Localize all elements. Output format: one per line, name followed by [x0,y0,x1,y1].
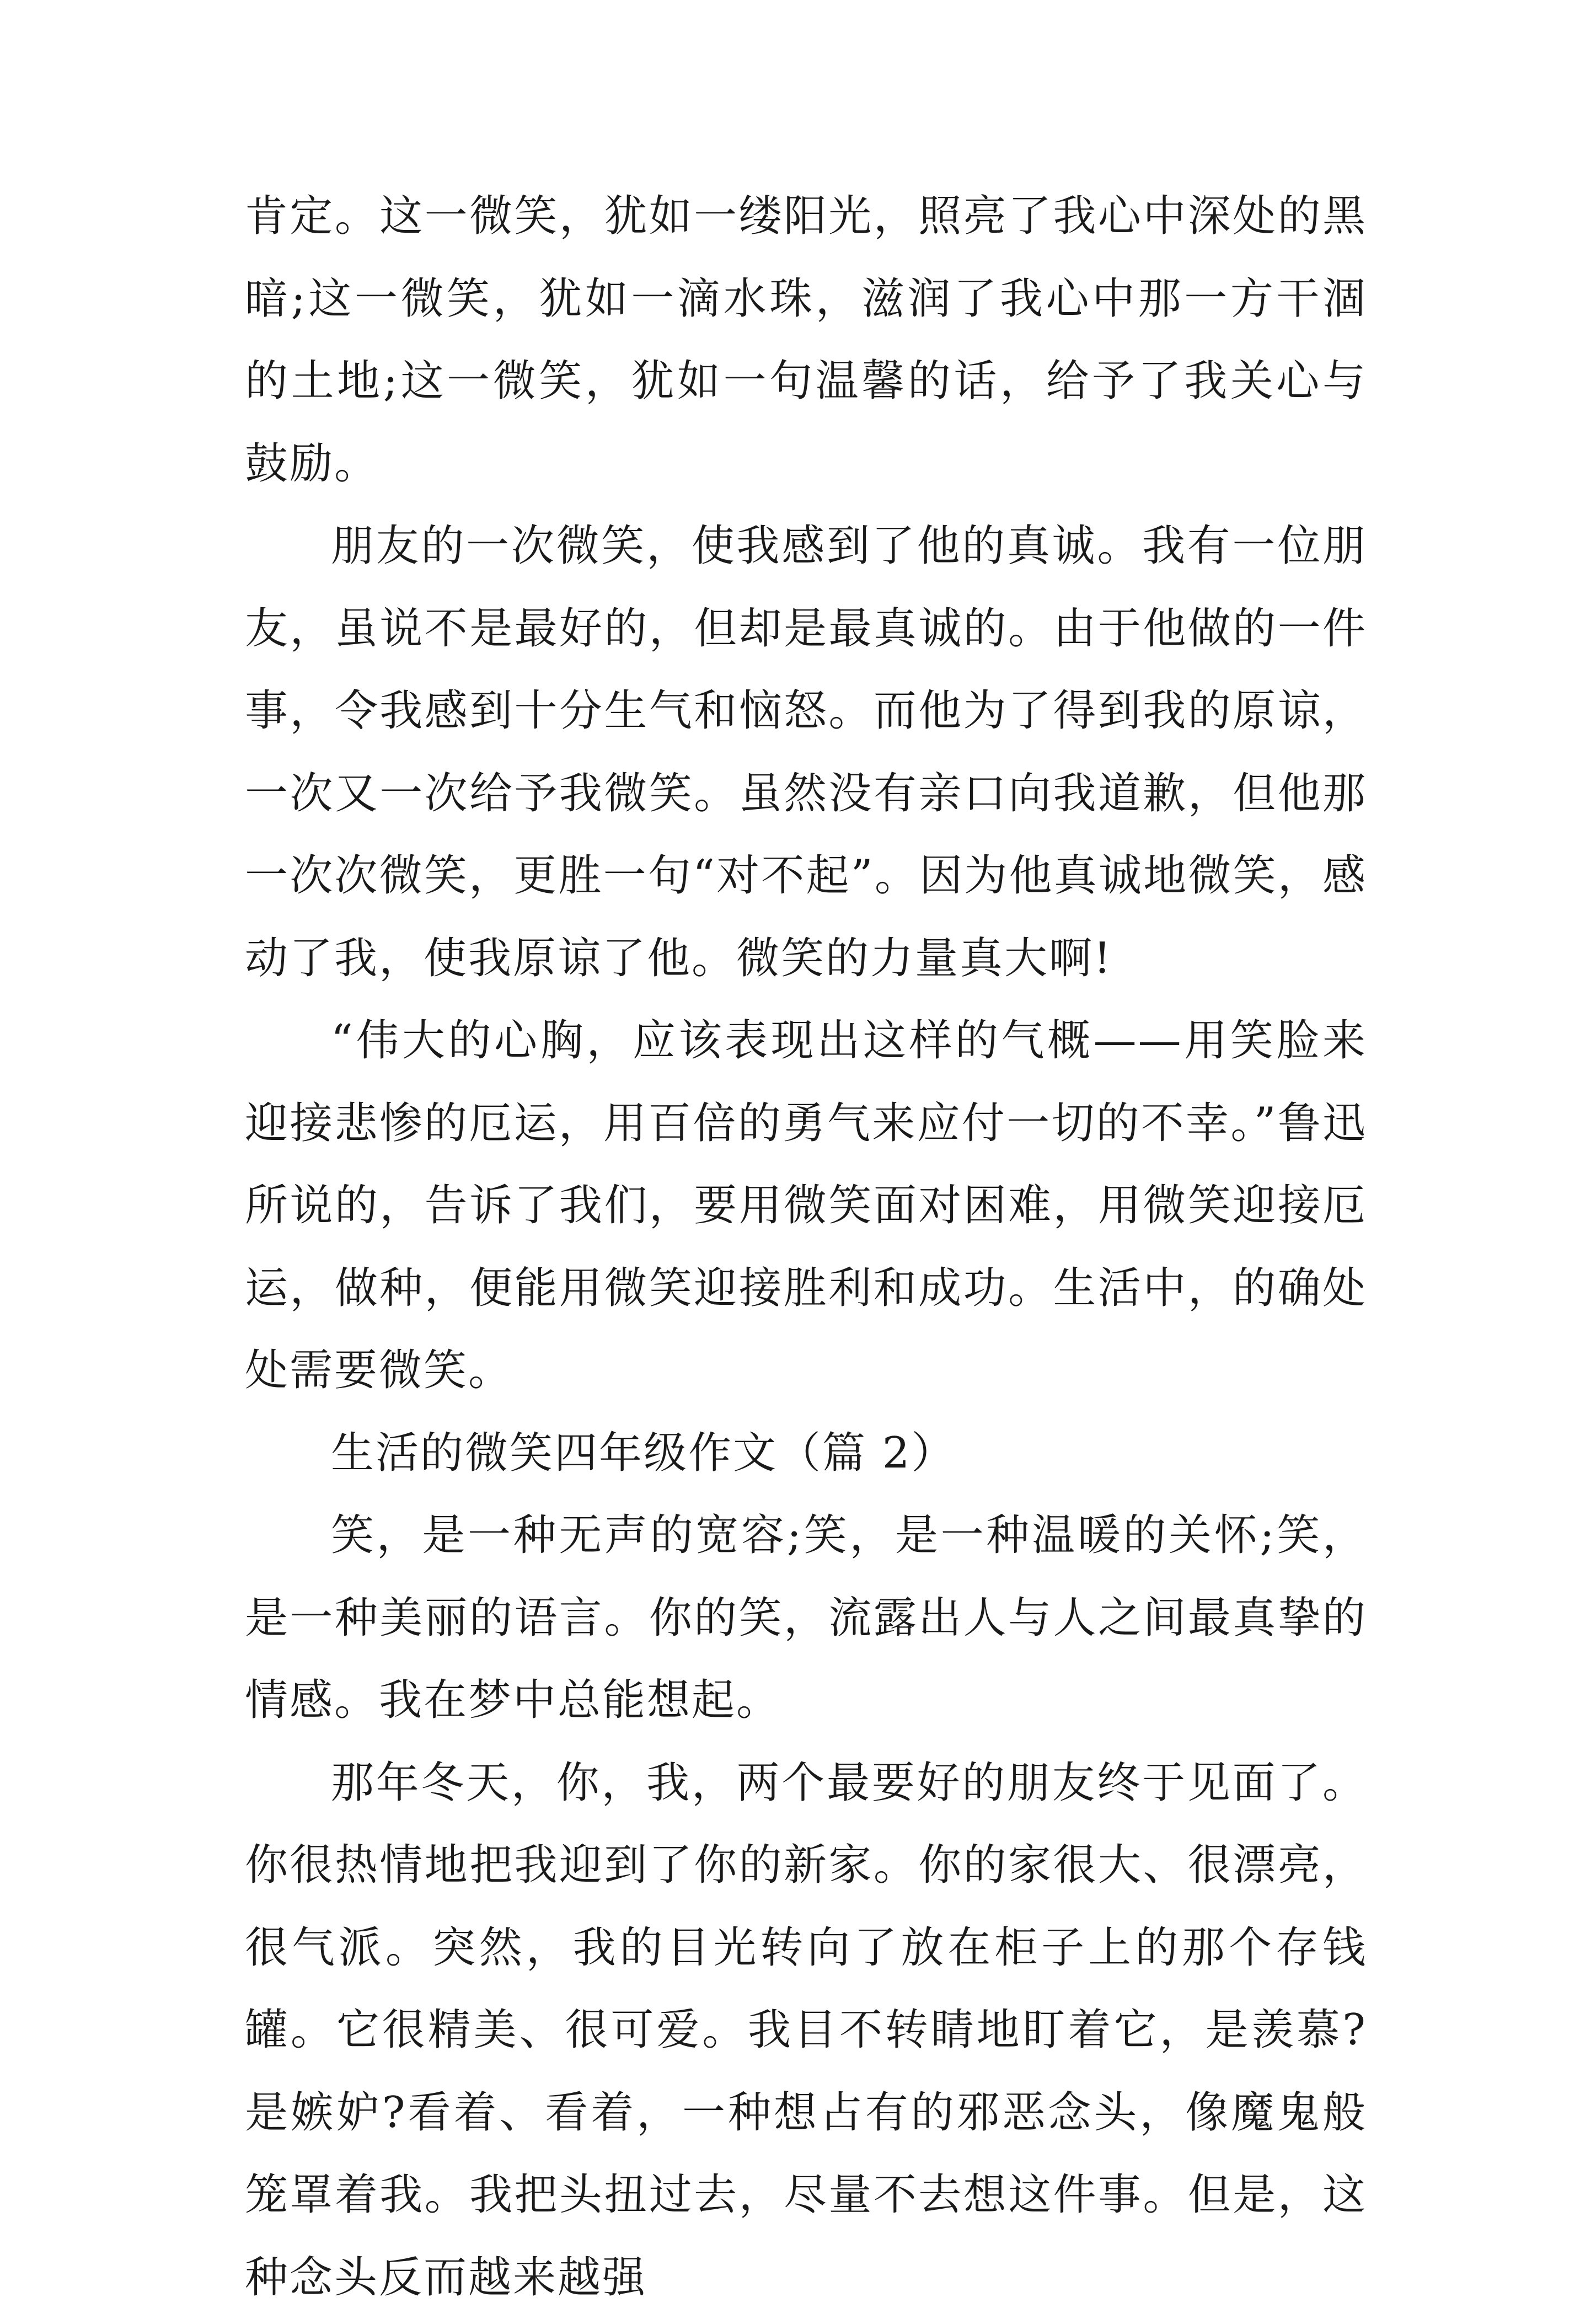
document-body [245,175,1367,2319]
paragraph-5: 笑，是一种无声的宽容;笑，是一种温暖的关怀;笑，是一种美丽的语言。你的笑，流露出人与人之间最真挚的情感。我在梦中总能想起。 [245,1495,1367,1742]
paragraph-6: 那年冬天，你，我，两个最要好的朋友终于见面了。你很热情地把我迎到了你的新家。你的家很大、很漂亮，很气派。突然，我的目光转向了放在柜子上的那个存钱罐。它很精美、很可爱。我目不转睛地盯着它，是羡慕?是嫉妒?看着、看着，一种想占有的邪恶念头，像魔鬼般笼罩着我。我把头扭过去，尽量不去想这件事。但是，这种念头反而越来越强 [245,1742,1367,2319]
paragraph-3-quote: “伟大的心胸，应该表现出这样的气概——用笑脸来迎接悲惨的厄运，用百倍的勇气来应付一切的不幸。”鲁迅所说的，告诉了我们，要用微笑面对困难，用微笑迎接厄运，做种，便能用微笑迎接胜利和成功。生活中，的确处处需要微笑。 [245,1000,1367,1412]
section-heading: 生活的微笑四年级作文（篇 2） [245,1412,1367,1495]
paragraph-2: 朋友的一次微笑，使我感到了他的真诚。我有一位朋友，虽说不是最好的，但却是最真诚的。由于他做的一件事，令我感到十分生气和恼怒。而他为了得到我的原谅，一次又一次给予我微笑。虽然没有亲口向我道歉，但他那一次次微笑，更胜一句“对不起”。因为他真诚地微笑，感动了我，使我原谅了他。微笑的力量真大啊! [245,505,1367,1000]
paragraph-1: 肯定。这一微笑，犹如一缕阳光，照亮了我心中深处的黑暗;这一微笑，犹如一滴水珠，滋润了我心中那一方干涸的土地;这一微笑，犹如一句温馨的话，给予了我关心与鼓励。 [245,175,1367,505]
